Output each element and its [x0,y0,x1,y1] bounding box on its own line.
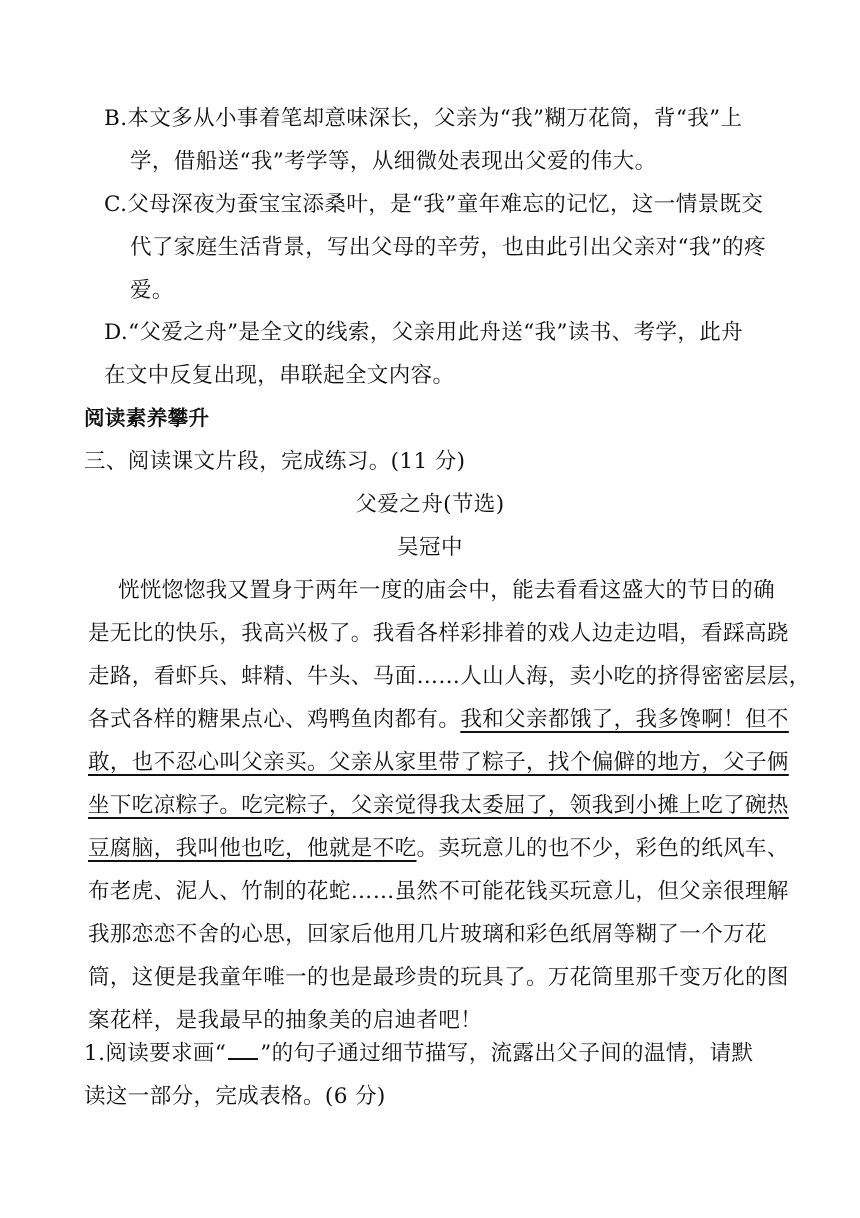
passage-line-1: 恍恍惚惚我又置身于两年一度的庙会中，能去看看这盛大的节日的确 [118,578,776,603]
passage-line-11: 案花样，是我最早的抽象美的启迪者吧！ [88,1008,483,1033]
underline-blank-marker [228,1038,258,1060]
passage-line-5 [88,741,811,784]
passage-line-2: 是无比的快乐，我高兴极了。我看各样彩排着的戏人边走边唱，看踩高跷 [88,621,789,646]
option-c [104,183,766,312]
option-b [104,97,742,183]
passage-body [88,569,811,1042]
passage-line-4-plain: 各式各样的糖果点心、鸡鸭鱼肉都有。 [88,707,461,732]
option-d [104,311,743,397]
section-heading: 阅读素养攀升 [84,406,210,430]
option-c-line-1: C.父母深夜为蚕宝宝添桑叶，是“我”童年难忘的记忆，这一情景既交 [104,192,764,217]
underlined-sentence-part-4: 豆腐脑，我叫他也吃，他就是不吃 [88,836,417,861]
question-1-pre: 1.阅读要求画“ [84,1041,227,1066]
option-c-line-3: 爱。 [130,278,174,303]
passage-line-7 [88,827,811,870]
option-d-line-1: D.“父爱之舟”是全文的线索，父亲用此舟送“我”读书、考学，此舟 [104,320,744,345]
passage-line-4 [88,698,811,741]
passage-author: 吴冠中 [397,535,463,560]
passage-title: 父爱之舟(节选) [355,492,505,517]
passage-line-7-plain: 。卖玩意儿的也不少，彩色的纸风车、 [416,836,789,861]
option-d-line-2: 在文中反复出现，串联起全文内容。 [104,363,455,388]
question-1-post: ”的句子通过细节描写，流露出父子间的温情，请默 [260,1041,754,1066]
underlined-sentence-part-2: 敢，也不忍心叫父亲买。父亲从家里带了粽子，找个偏僻的地方，父子俩 [88,750,789,775]
passage-line-9: 我那恋恋不舍的心思，回家后他用几片玻璃和彩色纸屑等糊了一个万花 [88,922,767,947]
question-1-line-1 [84,1032,753,1075]
option-b-line-2: 学，借船送“我”考学等，从细微处表现出父爱的伟大。 [130,149,657,174]
question-1-line-2: 读这一部分，完成表格。(6 分) [84,1084,386,1109]
passage-line-6 [88,784,811,827]
question-1 [84,1032,753,1118]
option-c-line-2: 代了家庭生活背景，写出父母的辛劳，也由此引出父亲对“我”的疼 [130,235,766,260]
underlined-sentence-part-1: 我和父亲都饿了，我多馋啊！但不 [460,707,789,732]
passage-line-3: 走路，看虾兵、蚌精、牛头、马面……人山人海，卖小吃的挤得密密层层， [88,664,811,689]
passage-line-8: 布老虎、泥人、竹制的花蛇……虽然不可能花钱买玩意儿，但父亲很理解 [88,879,789,904]
passage-line-10: 筒，这便是我童年唯一的也是最珍贵的玩具了。万花筒里那千变万化的图 [88,965,789,990]
underlined-sentence-part-3: 坐下吃凉粽子。吃完粽子，父亲觉得我太委屈了，领我到小摊上吃了碗热 [88,793,789,818]
option-b-line-1: B.本文多从小事着笔却意味深长，父亲为“我”糊万花筒，背“我”上 [104,106,743,131]
part3-intro: 三、阅读课文片段，完成练习。(11 分) [84,449,466,474]
